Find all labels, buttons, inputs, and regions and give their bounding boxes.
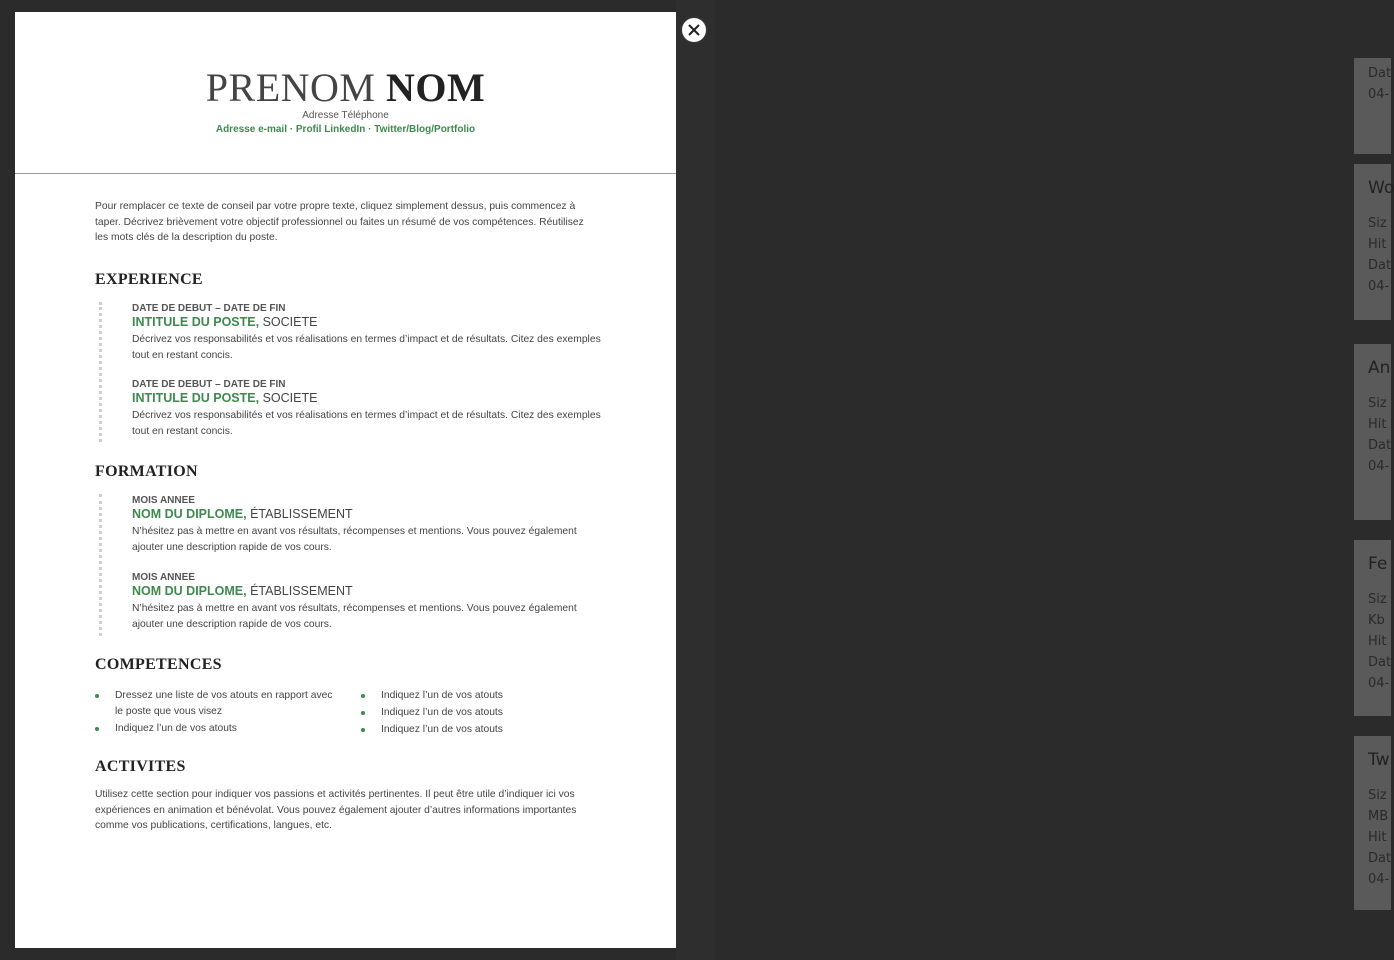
formation-title: FORMATION <box>95 463 198 480</box>
section-divider <box>99 302 102 442</box>
skill-item: Indiquez l’un de vos atouts <box>361 722 601 738</box>
job-title: INTITULE DU POSTE, <box>132 391 260 405</box>
background-card[interactable] <box>1354 58 1391 154</box>
background-card-line: Siz <box>1368 396 1387 411</box>
background-card-line: Dat <box>1368 258 1392 273</box>
first-name: PRENOM <box>205 65 376 110</box>
background-card-line: 04- <box>1368 87 1390 102</box>
background-card-line: Hit <box>1368 237 1387 252</box>
background-card-title: Wo <box>1368 178 1394 198</box>
entry-date: MOIS ANNEE <box>132 572 195 583</box>
background-card-title: An <box>1368 358 1391 378</box>
last-name: NOM <box>385 65 486 110</box>
contact-links: Adresse e-mail · Profil LinkedIn · Twitter/Blog/Portfolio <box>215 124 476 135</box>
background-card-line: Siz <box>1368 216 1387 231</box>
entry-description: N’hésitez pas à mettre en avant vos résultats, récompenses et mentions. Vous pouvez également ajouter une description rapide de vos cours. <box>132 526 577 553</box>
background-card-line: Hit <box>1368 830 1387 845</box>
background-card-line: Hit <box>1368 417 1387 432</box>
formation-entry <box>132 572 602 632</box>
background-card-line: 04- <box>1368 459 1390 474</box>
address-phone: Adresse Téléphone <box>302 110 389 121</box>
intro-paragraph: Pour remplacer ce texte de conseil par votre propre texte, cliquez simplement dessus, puis commencez à taper. Décrivez brièvement votre objectif professionnel ou faites un résumé de vos compétences. Réutilisez les mots clés de la description du poste. <box>95 201 584 243</box>
skill-item: Indiquez l’un de vos atouts <box>361 688 601 704</box>
company: SOCIETE <box>259 315 318 329</box>
background-card-line: Dat <box>1368 851 1392 866</box>
background-list <box>676 0 1394 960</box>
background-card-line: 04- <box>1368 872 1390 887</box>
degree: NOM DU DIPLOME, <box>132 507 247 521</box>
background-card[interactable] <box>1354 164 1394 320</box>
formation-entry <box>132 495 602 555</box>
activites-paragraph: Utilisez cette section pour indiquer vos passions et activités pertinentes. Il peut être utile d’indiquer ici vos expériences en animation et bénévolat. Vous pouvez également ajouter d’autres informations importantes comme vos publications, certifications, langues, etc. <box>95 789 577 831</box>
school: ÉTABLISSEMENT <box>246 584 353 598</box>
background-card-title: Fe <box>1368 554 1388 574</box>
entry-date: DATE DE DEBUT – DATE DE FIN <box>132 303 286 314</box>
experience-entry <box>132 379 602 439</box>
background-card-line: Siz <box>1368 592 1387 607</box>
background-card-line: Kb <box>1368 613 1385 628</box>
entry-heading <box>132 507 602 521</box>
entry-description: Décrivez vos responsabilités et vos réalisations en termes d’impact et de résultats. Citez des exemples tout en restant concis. <box>132 334 601 361</box>
background-card-line: Siz <box>1368 788 1387 803</box>
background-card-title: Tw <box>1368 750 1390 770</box>
close-button[interactable] <box>680 16 708 44</box>
background-card[interactable] <box>1354 540 1391 716</box>
background-card-line: 04- <box>1368 279 1390 294</box>
company: SOCIETE <box>259 391 318 405</box>
competences-title: COMPETENCES <box>95 656 222 673</box>
background-card-line: 04- <box>1368 676 1390 691</box>
skill-item: Dressez une liste de vos atouts en rapport avec le poste que vous visez <box>95 688 335 720</box>
degree: NOM DU DIPLOME, <box>132 584 247 598</box>
entry-date: DATE DE DEBUT – DATE DE FIN <box>132 379 286 390</box>
entry-heading <box>132 584 602 598</box>
entry-description: Décrivez vos responsabilités et vos réalisations en termes d’impact et de résultats. Citez des exemples tout en restant concis. <box>132 410 601 437</box>
full-name <box>15 66 676 110</box>
close-icon <box>687 23 701 37</box>
section-divider <box>99 494 102 636</box>
skills-column-right <box>361 688 601 739</box>
background-card-line: Dat <box>1368 655 1392 670</box>
skills-column-left <box>95 688 335 738</box>
resume-header <box>15 12 676 174</box>
entry-description: N’hésitez pas à mettre en avant vos résultats, récompenses et mentions. Vous pouvez également ajouter une description rapide de vos cours. <box>132 603 577 630</box>
school: ÉTABLISSEMENT <box>246 507 353 521</box>
background-card-line: Dat <box>1368 438 1392 453</box>
background-card-line: Hit <box>1368 634 1387 649</box>
entry-date: MOIS ANNEE <box>132 495 195 506</box>
experience-entry <box>132 303 602 363</box>
background-card[interactable] <box>1354 736 1391 910</box>
job-title: INTITULE DU POSTE, <box>132 315 260 329</box>
activites-title: ACTIVITES <box>95 758 186 775</box>
experience-title: EXPERIENCE <box>95 271 203 288</box>
entry-heading <box>132 315 602 329</box>
background-card-line: MB <box>1368 809 1389 824</box>
resume-preview <box>15 12 676 948</box>
background-card-line: Dat <box>1368 66 1392 81</box>
background-card[interactable] <box>1354 344 1391 520</box>
skill-item: Indiquez l’un de vos atouts <box>361 705 601 721</box>
skill-item: Indiquez l’un de vos atouts <box>95 721 335 737</box>
entry-heading <box>132 391 602 405</box>
